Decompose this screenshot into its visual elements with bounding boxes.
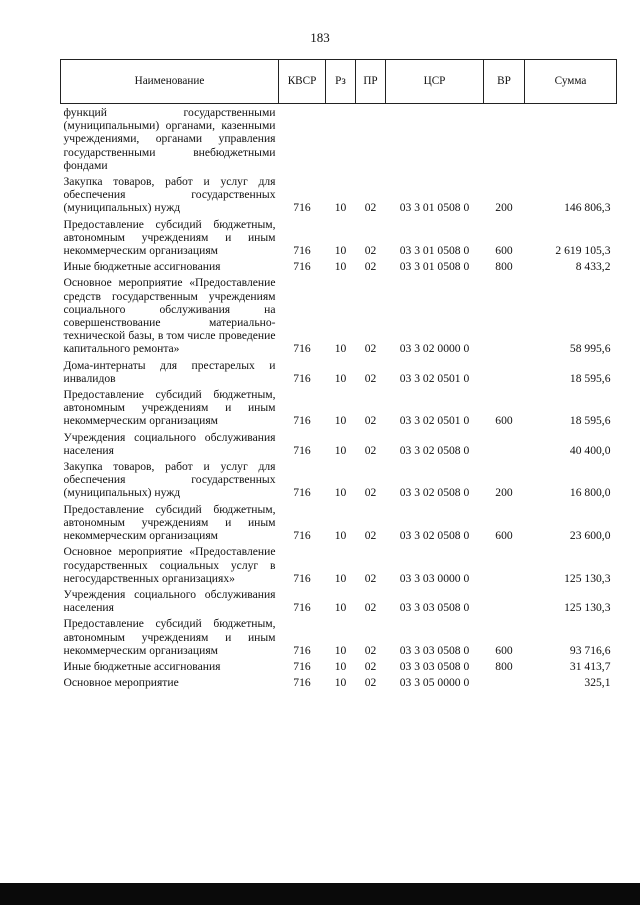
cell-sum: 16 800,0 bbox=[569, 486, 611, 500]
column-header-vr: ВР bbox=[484, 60, 525, 104]
table-row bbox=[61, 258, 617, 274]
budget-table bbox=[60, 59, 617, 690]
cell-csr: 03 3 02 0508 0 bbox=[399, 529, 470, 543]
cell-csr: 03 3 02 0508 0 bbox=[399, 443, 470, 457]
cell-rz: 10 bbox=[334, 659, 347, 673]
cell-kvsr: 716 bbox=[293, 414, 311, 428]
cell-kvsr: 716 bbox=[293, 244, 311, 258]
cell-name: Закупка товаров, работ и услуг для обеспечения государственных (муниципальных) нужд bbox=[63, 460, 276, 500]
cell-sum: 23 600,0 bbox=[569, 529, 611, 543]
table-header-row bbox=[61, 60, 617, 104]
cell-vr bbox=[484, 586, 525, 615]
cell-name: Иные бюджетные ассигнования bbox=[63, 659, 221, 673]
cell-name: Основное мероприятие «Предоставление государственных социальных услуг в негосударственных организациях» bbox=[63, 545, 276, 585]
cell-kvsr: 716 bbox=[293, 486, 311, 500]
cell-pr: 02 bbox=[364, 201, 377, 215]
cell-pr: 02 bbox=[364, 643, 377, 657]
cell-sum: 18 595,6 bbox=[569, 371, 611, 385]
cell-name: Иные бюджетные ассигнования bbox=[63, 260, 221, 274]
cell-kvsr: 716 bbox=[293, 529, 311, 543]
cell-csr: 03 3 03 0508 0 bbox=[399, 659, 470, 673]
table-row bbox=[61, 429, 617, 458]
cell-vr bbox=[484, 274, 525, 356]
cell-rz: 10 bbox=[334, 443, 347, 457]
cell-rz: 10 bbox=[334, 414, 347, 428]
cell-vr bbox=[484, 543, 525, 586]
cell-rz: 10 bbox=[334, 260, 347, 274]
cell-sum: 8 433,2 bbox=[575, 260, 611, 274]
cell-name: Предоставление субсидий бюджетным, автономным учреждениям и иным некоммерческим организациям bbox=[63, 217, 276, 258]
cell-pr: 02 bbox=[364, 676, 377, 690]
cell-rz: 10 bbox=[334, 371, 347, 385]
table-row bbox=[61, 543, 617, 586]
cell-name: Основное мероприятие bbox=[63, 676, 179, 690]
scan-edge-bar bbox=[0, 883, 640, 905]
cell-kvsr: 716 bbox=[293, 443, 311, 457]
cell-vr: 800 bbox=[495, 659, 513, 673]
cell-name: Учреждения социального обслуживания населения bbox=[63, 430, 276, 457]
cell-csr: 03 3 02 0501 0 bbox=[399, 371, 470, 385]
table-row bbox=[61, 274, 617, 356]
cell-pr: 02 bbox=[364, 659, 377, 673]
cell-kvsr: 716 bbox=[293, 643, 311, 657]
cell-vr bbox=[484, 357, 525, 386]
cell-sum: 58 995,6 bbox=[569, 342, 611, 356]
cell-rz: 10 bbox=[334, 676, 347, 690]
cell-vr: 600 bbox=[495, 643, 513, 657]
cell-sum: 125 130,3 bbox=[564, 601, 611, 615]
column-header-sum: Сумма bbox=[525, 60, 617, 104]
cell-kvsr: 716 bbox=[293, 201, 311, 215]
cell-sum: 93 716,6 bbox=[569, 643, 611, 657]
cell-csr: 03 3 03 0000 0 bbox=[399, 571, 470, 585]
cell-pr: 02 bbox=[364, 244, 377, 258]
cell-kvsr: 716 bbox=[293, 371, 311, 385]
cell-pr bbox=[356, 104, 386, 174]
cell-pr: 02 bbox=[364, 342, 377, 356]
cell-kvsr: 716 bbox=[293, 571, 311, 585]
cell-csr: 03 3 01 0508 0 bbox=[399, 244, 470, 258]
cell-sum: 325,1 bbox=[584, 676, 611, 690]
table-row bbox=[61, 386, 617, 429]
cell-sum: 2 619 105,3 bbox=[555, 244, 611, 258]
cell-rz: 10 bbox=[334, 571, 347, 585]
cell-pr: 02 bbox=[364, 371, 377, 385]
table-row bbox=[61, 458, 617, 501]
cell-vr: 800 bbox=[495, 260, 513, 274]
cell-pr: 02 bbox=[364, 486, 377, 500]
table-row bbox=[61, 104, 617, 174]
cell-rz bbox=[326, 104, 356, 174]
cell-csr: 03 3 02 0000 0 bbox=[399, 342, 470, 356]
cell-csr: 03 3 01 0508 0 bbox=[399, 260, 470, 274]
table-row bbox=[61, 501, 617, 544]
table-row bbox=[61, 658, 617, 674]
column-header-pr: ПР bbox=[356, 60, 386, 104]
cell-pr: 02 bbox=[364, 571, 377, 585]
column-header-kvsr: КВСР bbox=[279, 60, 326, 104]
cell-kvsr bbox=[279, 104, 326, 174]
cell-csr: 03 3 01 0508 0 bbox=[399, 201, 470, 215]
cell-sum bbox=[525, 104, 617, 174]
cell-rz: 10 bbox=[334, 486, 347, 500]
table-row bbox=[61, 586, 617, 615]
cell-name: Предоставление субсидий бюджетным, автономным учреждениям и иным некоммерческим организациям bbox=[63, 617, 276, 657]
cell-kvsr: 716 bbox=[293, 601, 311, 615]
cell-rz: 10 bbox=[334, 244, 347, 258]
column-header-csr: ЦСР bbox=[386, 60, 484, 104]
cell-rz: 10 bbox=[334, 643, 347, 657]
table-row bbox=[61, 674, 617, 690]
cell-sum: 31 413,7 bbox=[569, 659, 611, 673]
cell-csr bbox=[386, 104, 484, 174]
cell-csr: 03 3 03 0508 0 bbox=[399, 601, 470, 615]
cell-pr: 02 bbox=[364, 529, 377, 543]
cell-rz: 10 bbox=[334, 201, 347, 215]
cell-name: Дома-интернаты для престарелых и инвалидов bbox=[63, 358, 276, 385]
cell-kvsr: 716 bbox=[293, 342, 311, 356]
cell-vr: 200 bbox=[495, 486, 513, 500]
column-header-rz: Рз bbox=[326, 60, 356, 104]
cell-sum: 125 130,3 bbox=[564, 571, 611, 585]
cell-csr: 03 3 02 0508 0 bbox=[399, 486, 470, 500]
cell-pr: 02 bbox=[364, 601, 377, 615]
cell-kvsr: 716 bbox=[293, 676, 311, 690]
cell-rz: 10 bbox=[334, 342, 347, 356]
cell-kvsr: 716 bbox=[293, 260, 311, 274]
cell-rz: 10 bbox=[334, 529, 347, 543]
cell-name: Учреждения социального обслуживания населения bbox=[63, 587, 276, 615]
cell-vr bbox=[484, 104, 525, 174]
column-header-name: Наименование bbox=[61, 60, 279, 104]
table-row bbox=[61, 615, 617, 658]
cell-vr: 600 bbox=[495, 244, 513, 258]
cell-kvsr: 716 bbox=[293, 659, 311, 673]
cell-name: функций государственными (муниципальными) органами, казенными учреждениями, органами управления государственными внебюджетными фондами bbox=[63, 106, 276, 172]
table-body bbox=[61, 104, 617, 691]
cell-sum: 18 595,6 bbox=[569, 414, 611, 428]
cell-csr: 03 3 02 0501 0 bbox=[399, 414, 470, 428]
cell-vr: 600 bbox=[495, 414, 513, 428]
cell-rz: 10 bbox=[334, 601, 347, 615]
cell-name: Закупка товаров, работ и услуг для обеспечения государственных (муниципальных) нужд bbox=[63, 175, 276, 215]
cell-vr bbox=[484, 674, 525, 690]
cell-pr: 02 bbox=[364, 260, 377, 274]
table-row bbox=[61, 173, 617, 216]
cell-csr: 03 3 03 0508 0 bbox=[399, 643, 470, 657]
cell-name: Предоставление субсидий бюджетным, автономным учреждениям и иным некоммерческим организациям bbox=[63, 502, 276, 543]
cell-csr: 03 3 05 0000 0 bbox=[399, 676, 470, 690]
cell-pr: 02 bbox=[364, 443, 377, 457]
cell-name: Основное мероприятие «Предоставление средств государственным учреждениям социального обслуживания на совершенствование материально-технической базы, в том числе проведение капитального ремонта» bbox=[63, 276, 276, 356]
cell-name: Предоставление субсидий бюджетным, автономным учреждениям и иным некоммерческим организациям bbox=[63, 388, 276, 428]
cell-sum: 40 400,0 bbox=[569, 443, 611, 457]
cell-vr bbox=[484, 429, 525, 458]
table-row bbox=[61, 357, 617, 386]
cell-sum: 146 806,3 bbox=[564, 201, 611, 215]
table-row bbox=[61, 216, 617, 259]
page-number: 183 bbox=[310, 30, 330, 45]
cell-vr: 200 bbox=[495, 201, 513, 215]
cell-pr: 02 bbox=[364, 414, 377, 428]
cell-vr: 600 bbox=[495, 529, 513, 543]
